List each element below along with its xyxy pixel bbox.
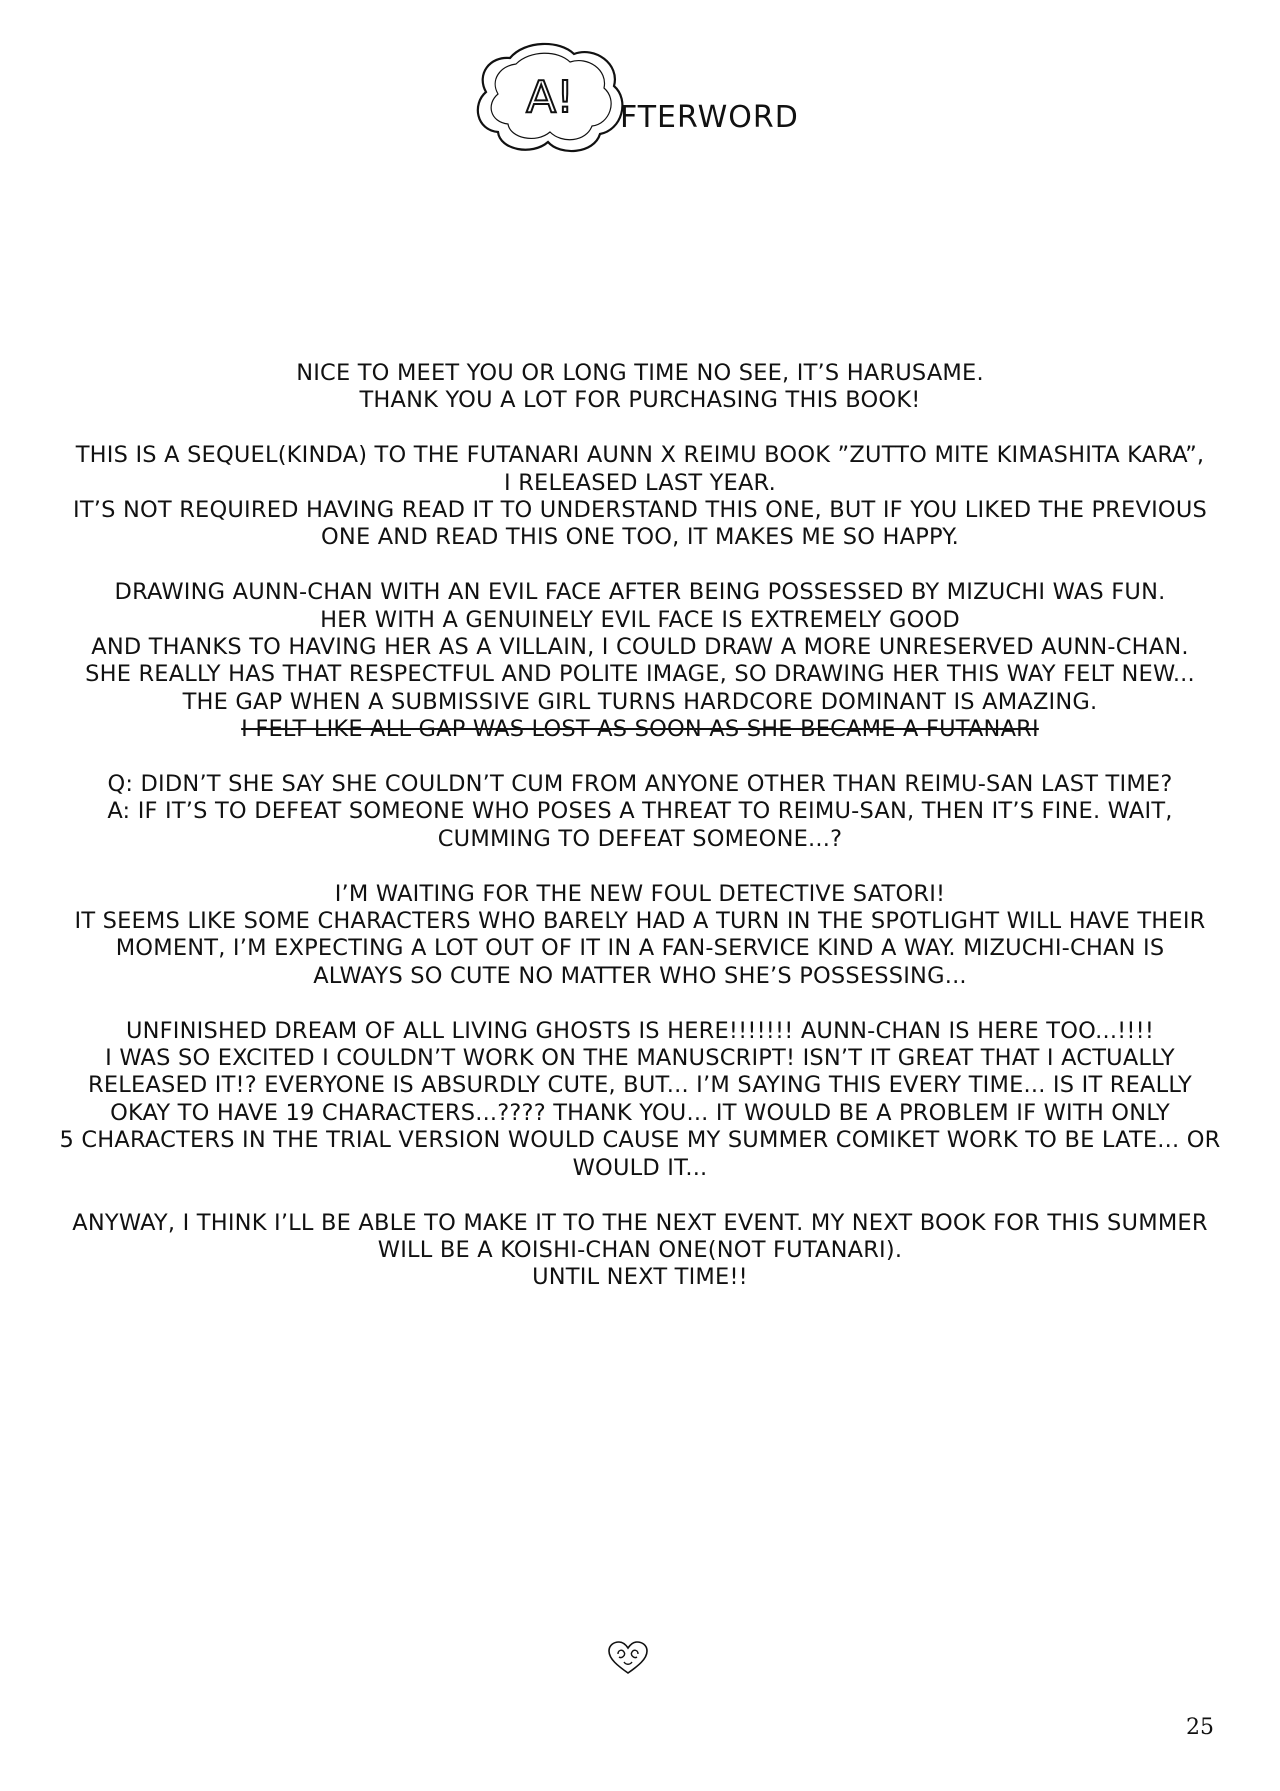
text-line: UNFINISHED DREAM OF ALL LIVING GHOSTS IS HERE!!!!!!! AUNN-CHAN IS HERE TOO...!!!! [125, 1017, 1155, 1044]
text-line: IT SEEMS LIKE SOME CHARACTERS WHO BARELY HAD A TURN IN THE SPOTLIGHT WILL HAVE THEIR [74, 908, 1206, 935]
text-line: THIS IS A SEQUEL(KINDA) TO THE FUTANARI AUNN X REIMU BOOK ”ZUTTO MITE KIMASHITA KARA”, [75, 442, 1205, 469]
text-line: I RELEASED LAST YEAR. [504, 469, 776, 496]
text-line: ONE AND READ THIS ONE TOO, IT MAKES ME SO HAPPY. [321, 524, 959, 551]
text-line: ALWAYS SO CUTE NO MATTER WHO SHE’S POSSESSING... [313, 962, 967, 989]
text-line: NICE TO MEET YOU OR LONG TIME NO SEE, IT’S HARUSAME. [296, 360, 984, 386]
speech-bubble-icon [470, 38, 630, 158]
paragraph-ghosts [50, 1018, 1230, 1182]
text-line: ANYWAY, I THINK I’LL BE ABLE TO MAKE IT TO THE NEXT EVENT. MY NEXT BOOK FOR THIS SUMMER [72, 1209, 1208, 1236]
text-line: I WAS SO EXCITED I COULDN’T WORK ON THE MANUSCRIPT! ISN’T IT GREAT THAT I ACTUALLY [105, 1045, 1175, 1072]
text-line: I’M WAITING FOR THE NEW FOUL DETECTIVE SATORI! [334, 880, 946, 907]
text-line: WOULD IT... [572, 1154, 708, 1181]
heart-ornament-icon [606, 1640, 650, 1676]
afterword-header [470, 38, 830, 158]
text-line: RELEASED IT!? EVERYONE IS ABSURDLY CUTE, BUT... I’M SAYING THIS EVERY TIME... IS IT REALLY [87, 1072, 1193, 1099]
text-line: AND THANKS TO HAVING HER AS A VILLAIN, I COULD DRAW A MORE UNRESERVED AUNN-CHAN. [91, 634, 1189, 661]
page-title: FTERWORD [620, 100, 799, 135]
text-line: SHE REALLY HAS THAT RESPECTFUL AND POLITE IMAGE, SO DRAWING HER THIS WAY FELT NEW... [85, 661, 1195, 688]
text-line: THE GAP WHEN A SUBMISSIVE GIRL TURNS HARDCORE DOMINANT IS AMAZING. [182, 688, 1098, 715]
text-line: THANK YOU A LOT FOR PURCHASING THIS BOOK! [359, 387, 921, 414]
text-line: MOMENT, I’M EXPECTING A LOT OUT OF IT IN A FAN-SERVICE KIND A WAY. MIZUCHI-CHAN IS [115, 935, 1165, 962]
paragraph-satori [50, 881, 1230, 991]
struck-text-line: I FELT LIKE ALL GAP WAS LOST AS SOON AS SHE BECAME A FUTANARI [241, 716, 1039, 743]
afterword-body [50, 360, 1230, 1319]
text-line: 5 CHARACTERS IN THE TRIAL VERSION WOULD CAUSE MY SUMMER COMIKET WORK TO BE LATE... OR [59, 1127, 1221, 1154]
paragraph-closing [50, 1210, 1230, 1292]
text-line: IT’S NOT REQUIRED HAVING READ IT TO UNDERSTAND THIS ONE, BUT IF YOU LIKED THE PREVIOUS [73, 497, 1207, 524]
text-line: Q: DIDN’T SHE SAY SHE COULDN’T CUM FROM ANYONE OTHER THAN REIMU-SAN LAST TIME? [107, 771, 1173, 798]
paragraph-drawing [50, 579, 1230, 743]
text-line: UNTIL NEXT TIME!! [532, 1264, 748, 1291]
text-line: OKAY TO HAVE 19 CHARACTERS...???? THANK YOU... IT WOULD BE A PROBLEM IF WITH ONLY [110, 1099, 1170, 1126]
page-number: 25 [1186, 1715, 1214, 1740]
text-line: DRAWING AUNN-CHAN WITH AN EVIL FACE AFTER BEING POSSESSED BY MIZUCHI WAS FUN. [114, 579, 1166, 606]
paragraph-intro [50, 360, 1230, 415]
text-line: HER WITH A GENUINELY EVIL FACE IS EXTREMELY GOOD [320, 606, 960, 633]
paragraph-sequel [50, 442, 1230, 552]
paragraph-qa [50, 771, 1230, 853]
text-line: A: IF IT’S TO DEFEAT SOMEONE WHO POSES A THREAT TO REIMU-SAN, THEN IT’S FINE. WAIT, [107, 798, 1173, 825]
text-line: CUMMING TO DEFEAT SOMEONE...? [437, 825, 843, 852]
text-line: WILL BE A KOISHI-CHAN ONE(NOT FUTANARI). [377, 1236, 903, 1263]
header-badge-text: A! [526, 72, 574, 123]
